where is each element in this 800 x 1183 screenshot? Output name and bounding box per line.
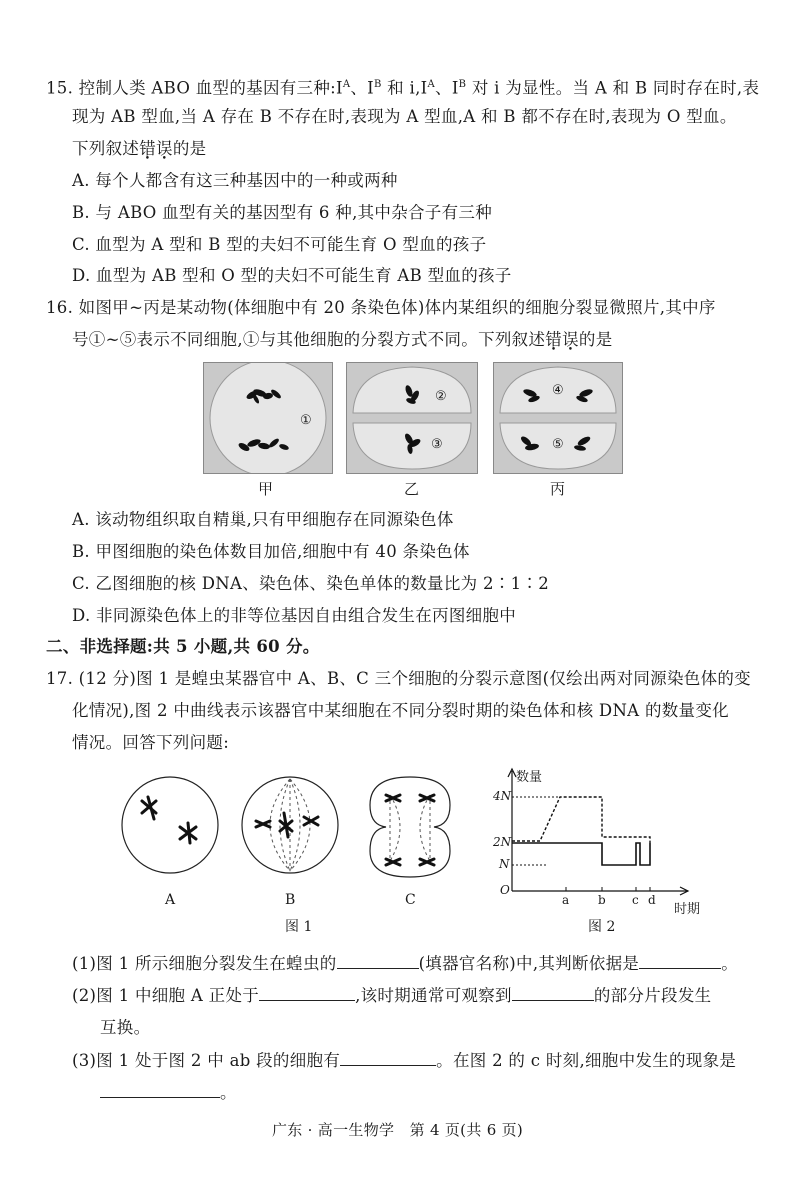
fig2-xtick-b: b <box>598 893 606 907</box>
q15-option-c: C. 血型为 A 型和 B 型的夫妇不可能生育 O 型血的孩子 <box>72 235 487 254</box>
q17-sub1: (1)图 1 所示细胞分裂发生在蝗虫的 (填器官名称)中,其判断依据是 。 <box>72 954 738 973</box>
micrograph-yi-image <box>347 363 477 473</box>
cell-label-4: ④ <box>552 383 564 398</box>
q16-option-d: D. 非同源染色体上的非等位基因自由组合发生在丙图细胞中 <box>72 606 517 625</box>
fig2-ytick-4n: 4N <box>493 789 512 803</box>
cell-label-5: ⑤ <box>552 437 564 452</box>
caption-jia: 甲 <box>258 480 274 498</box>
q16-option-b: B. 甲图细胞的染色体数目加倍,细胞中有 40 条染色体 <box>72 542 470 561</box>
q15-stem-line2: 现为 AB 型血,当 A 存在 B 不存在时,表现为 A 型血,A 和 B 都不存在时,表现为 O 型血。 <box>72 107 737 126</box>
caption-yi: 乙 <box>404 480 420 498</box>
fig2-origin: O <box>500 883 510 897</box>
q16-stem-line2: 号①~⑤表示不同细胞,①与其他细胞的分裂方式不同。下列叙述错误的是 <box>72 330 613 349</box>
micrograph-bing-image <box>494 363 622 473</box>
micrograph-jia-image <box>204 363 332 473</box>
answer-blank-phenomenon[interactable] <box>100 1081 220 1098</box>
q16-stem-line1: 16. 如图甲~丙是某动物(体细胞中有 20 条染色体)体内某组织的细胞分裂显微照片,其中序 <box>46 298 716 317</box>
fig2-ytick-n: N <box>499 857 510 871</box>
micrograph-yi <box>346 362 478 474</box>
figure-1-diagram <box>120 765 480 905</box>
q15-stem-line1: 15. 控制人类 ABO 血型的基因有三种$:I^A$、$I^B$ 和 $i,I^A$、$I^B$ 对 i 为显性。当 A 和 B 同时存在时,表 <box>46 78 760 98</box>
fig2-ylabel: 数量 <box>516 770 543 785</box>
cell-label-1: ① <box>300 413 312 428</box>
q16-option-a: A. 该动物组织取自精巢,只有甲细胞存在同源染色体 <box>72 510 454 529</box>
caption-bing: 丙 <box>550 480 566 498</box>
q17-stem-line1: 17. (12 分)图 1 是蝗虫某器官中 A、B、C 三个细胞的分裂示意图(仅绘出两对同源染色体的变 <box>46 669 751 688</box>
q15-option-b: B. 与 ABO 血型有关的基因型有 6 种,其中杂合子有三种 <box>72 203 493 222</box>
answer-blank-reason[interactable] <box>639 952 721 969</box>
q17-sub3: (3)图 1 处于图 2 中 ab 段的细胞有 。在图 2 的 c 时刻,细胞中发生的现象是 <box>72 1051 737 1070</box>
q17-sub3-cont: 。 <box>100 1081 237 1105</box>
page-footer: 广东 · 高一生物学 第 4 页(共 6 页) <box>272 1121 524 1139</box>
figure-2-caption: 图 2 <box>588 919 616 935</box>
fig2-xtick-a: a <box>562 893 570 907</box>
figure-2-graph <box>488 765 708 905</box>
fig1-cell-a-label: A <box>165 892 176 908</box>
q17-stem-line2: 化情况),图 2 中曲线表示该器官中某细胞在不同分裂时期的染色体和核 DNA 的数量变化 <box>72 701 729 720</box>
fig1-cell-b-label: B <box>285 892 296 908</box>
q15-stem-line3: 下列叙述错误的是 <box>72 139 207 158</box>
q15-option-d: D. 血型为 AB 型和 O 型的夫妇不可能生育 AB 型血的孩子 <box>72 266 512 285</box>
fig2-xlabel: 时期 <box>674 902 701 917</box>
fig2-ytick-2n: 2N <box>493 835 512 849</box>
fig2-xtick-c: c <box>632 893 639 907</box>
answer-blank-cells[interactable] <box>340 1049 436 1066</box>
fig1-cell-c-label: C <box>405 892 416 908</box>
q16-option-c: C. 乙图细胞的核 DNA、染色体、染色单体的数量比为 2∶1∶2 <box>72 574 549 593</box>
cell-label-2: ② <box>435 389 447 404</box>
q17-sub2-cont: 互换。 <box>100 1018 151 1037</box>
q17-sub2: (2)图 1 中细胞 A 正处于 ,该时期通常可观察到 的部分片段发生 <box>72 986 712 1005</box>
micrograph-jia <box>203 362 333 474</box>
fig2-xtick-d: d <box>648 893 656 907</box>
figure-1-caption: 图 1 <box>285 919 313 935</box>
chromosome-curve <box>512 843 650 865</box>
section-heading: 二、非选择题:共 5 小题,共 60 分。 <box>46 637 320 656</box>
answer-blank-stage[interactable] <box>259 984 355 1001</box>
dna-curve <box>512 797 650 843</box>
micrograph-bing <box>493 362 623 474</box>
answer-blank-organ[interactable] <box>337 952 419 969</box>
q17-stem-line3: 情况。回答下列问题: <box>72 733 230 752</box>
cell-label-3: ③ <box>431 437 443 452</box>
q15-option-a: A. 每个人都含有这三种基因中的一种或两种 <box>72 171 398 190</box>
answer-blank-structure[interactable] <box>512 984 594 1001</box>
